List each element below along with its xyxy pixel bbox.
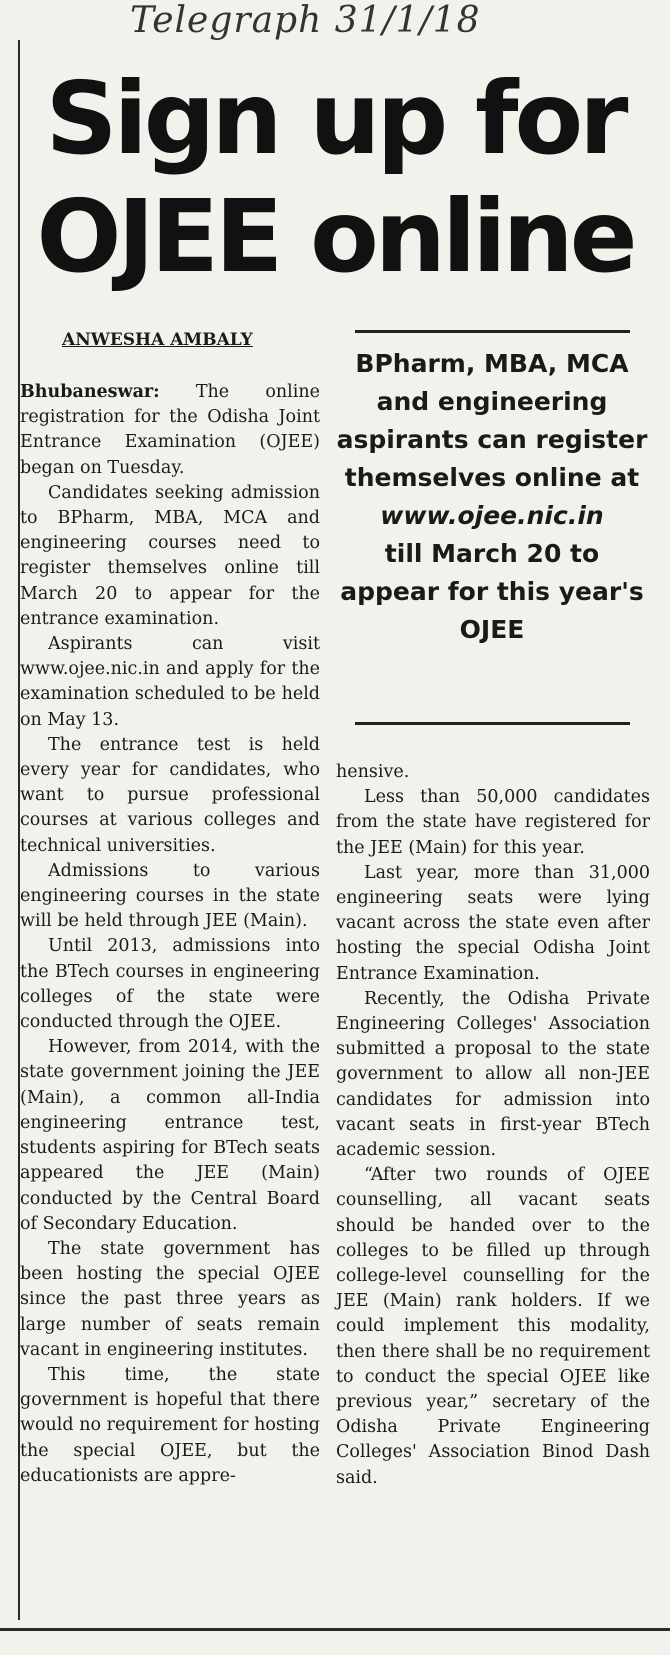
article-paragraph: “After two rounds of OJEE counselling, all vacant seats should be handed over to the colleges to be filled up through college-level counselling for the JEE (Main) rank holders. If we could implement this modality, then there shall be no requirement to conduct the special OJEE like previous year,” secretary of the Odisha Private Engineering Colleges' Association Binod Dash said. xyxy=(336,1165,650,1488)
article-paragraph: Less than 50,000 candidates from the state have registered for the JEE (Main) for this year. xyxy=(336,787,650,858)
article-paragraph xyxy=(20,380,320,481)
highlight-bottom-rule xyxy=(355,722,630,725)
article-paragraph: The entrance test is held every year for candidates, who want to pursue professional courses at various colleges and technical universities. xyxy=(20,734,320,856)
article-paragraph: hensive. xyxy=(336,762,410,782)
article-paragraph: Recently, the Odisha Private Engineering Colleges' Association submitted a proposal to the state government to allow all non-JEE candidates for admission into vacant seats in first-year BTech academic session. xyxy=(336,988,650,1161)
article-paragraph: However, from 2014, with the state government joining the JEE (Main), a common all-India engineering entrance test, students aspiring for BTech seats appeared the JEE (Main) conducted by the Central Board of Secondary Education. xyxy=(20,1037,320,1234)
highlight-url: www.ojee.nic.in xyxy=(380,501,604,530)
highlight-top-rule xyxy=(355,330,630,333)
highlight-text-2: till March 20 to appear for this year's OJEE xyxy=(340,539,644,644)
article-paragraph: This time, the state government is hopeful that there would no requirement for hosting the special OJEE, but the educationists are appre- xyxy=(20,1364,320,1486)
paragraph-text: The online registration for the Odisha Joint Entrance Examination (OJEE) began on Tuesday. xyxy=(20,382,320,478)
highlight-box xyxy=(336,345,648,649)
article-right-column xyxy=(336,760,650,1491)
article-paragraph: Admissions to various engineering courses in the state will be held through JEE (Main). xyxy=(20,860,320,932)
article-paragraph: Aspirants can visit www.ojee.nic.in and apply for the examination scheduled to be held on May 13. xyxy=(20,634,320,730)
handwritten-note: Telegraph 31/1/18 xyxy=(130,0,481,41)
bottom-rule xyxy=(0,1628,670,1631)
article-paragraph: Candidates seeking admission to BPharm, MBA, MCA and engineering courses need to register themselves online till March 20 to appear for the entrance examination. xyxy=(20,482,320,629)
headline: Sign up for OJEE online xyxy=(36,60,634,295)
dateline: Bhubaneswar: xyxy=(20,382,160,402)
article-paragraph: The state government has been hosting the special OJEE since the past three years as large number of seats remain vacant in engineering institutes. xyxy=(20,1238,320,1360)
article-paragraph: Last year, more than 31,000 engineering seats were lying vacant across the state even after hosting the special Odisha Joint Entrance Examination. xyxy=(336,862,650,984)
byline: ANWESHA AMBALY xyxy=(62,330,253,350)
article-left-column xyxy=(20,380,320,1489)
highlight-text: BPharm, MBA, MCA and engineering aspirants can register themselves online at xyxy=(336,349,648,492)
article-paragraph: Until 2013, admissions into the BTech courses in engineering colleges of the state were conducted through the OJEE. xyxy=(20,936,320,1033)
